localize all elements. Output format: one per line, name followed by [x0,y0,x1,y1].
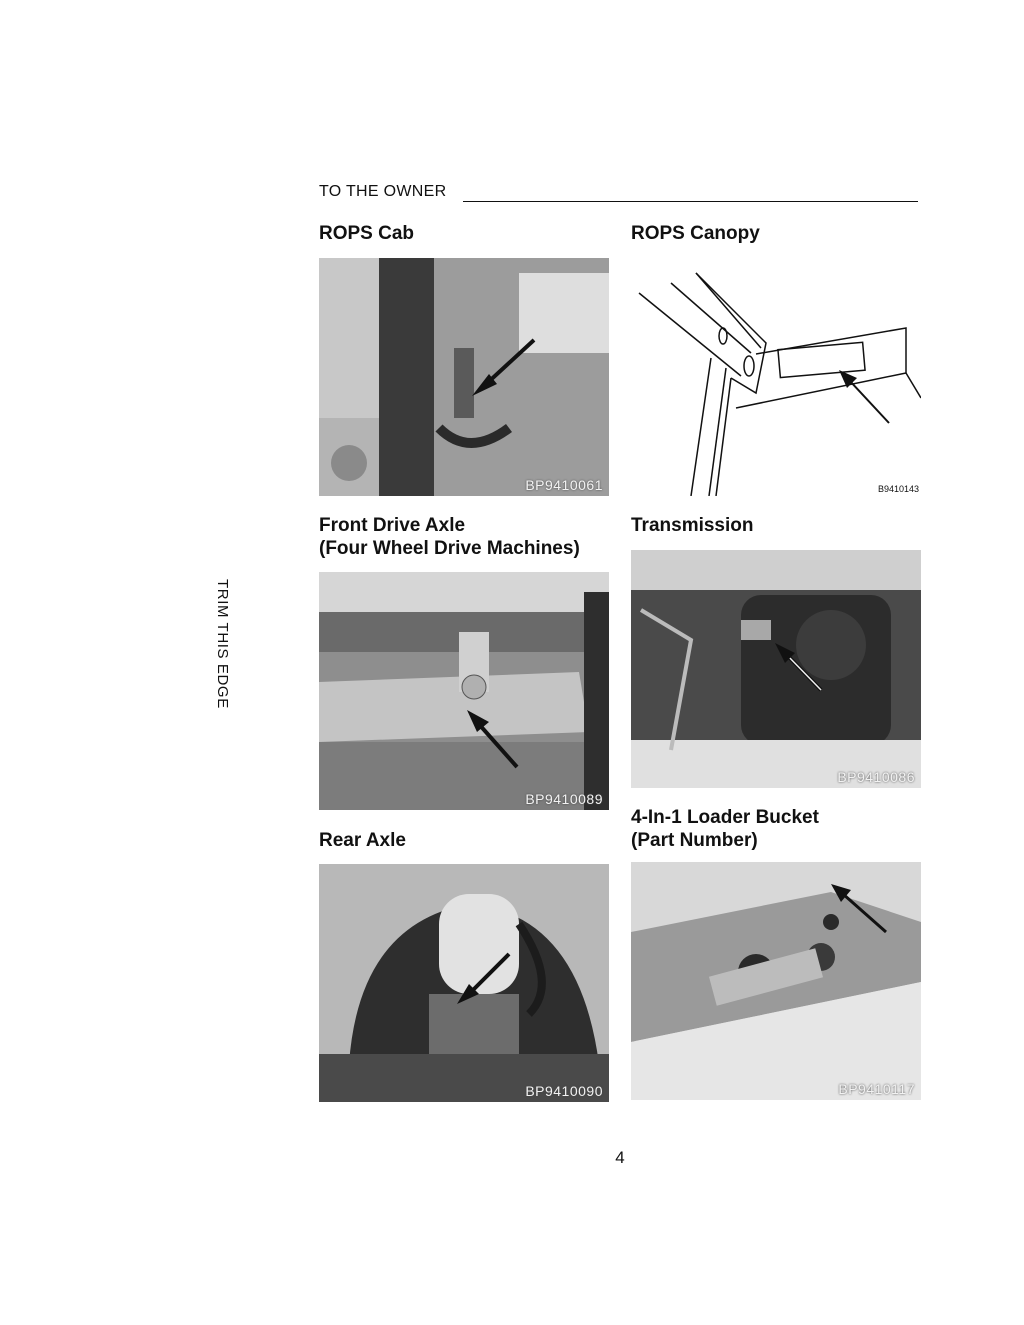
caption-rops-cab: ROPS Cab [319,223,415,244]
rops-canopy-line-drawing [631,258,921,496]
caption-line-1: 4-In-1 Loader Bucket [631,807,819,828]
section-title: TO THE OWNER [319,183,447,200]
photo-code: BP9410089 [525,791,603,807]
drawing-rops-canopy [631,258,921,496]
loader-bucket-illustration [631,862,921,1100]
caption-rops-canopy: ROPS Canopy [631,223,760,244]
photo-code: BP9410061 [525,477,603,493]
page-number: 4 [615,1148,625,1167]
photo-code: BP9410086 [837,769,915,785]
trim-edge-note: TRIM THIS EDGE [214,579,231,709]
photo-rops-cab [319,258,609,496]
front-axle-illustration [319,572,609,810]
photo-code: BP9410117 [838,1081,915,1097]
rear-axle-illustration [319,864,609,1102]
photo-rear-axle [319,864,609,1102]
caption-transmission: Transmission [631,515,754,536]
transmission-illustration [631,550,921,788]
drawing-code: B9410143 [877,484,919,494]
caption-rear-axle: Rear Axle [319,830,406,851]
caption-line-2: (Part Number) [631,830,758,851]
caption-loader-bucket [631,806,819,852]
photo-code: BP9410090 [525,1083,603,1099]
caption-front-drive-axle [319,514,580,560]
caption-line-2: (Four Wheel Drive Machines) [319,538,580,559]
caption-line-1: Front Drive Axle [319,515,466,536]
photo-front-drive-axle [319,572,609,810]
photo-loader-bucket [631,862,921,1100]
photo-transmission [631,550,921,788]
rops-cab-illustration [319,258,609,496]
header-rule [463,201,918,202]
